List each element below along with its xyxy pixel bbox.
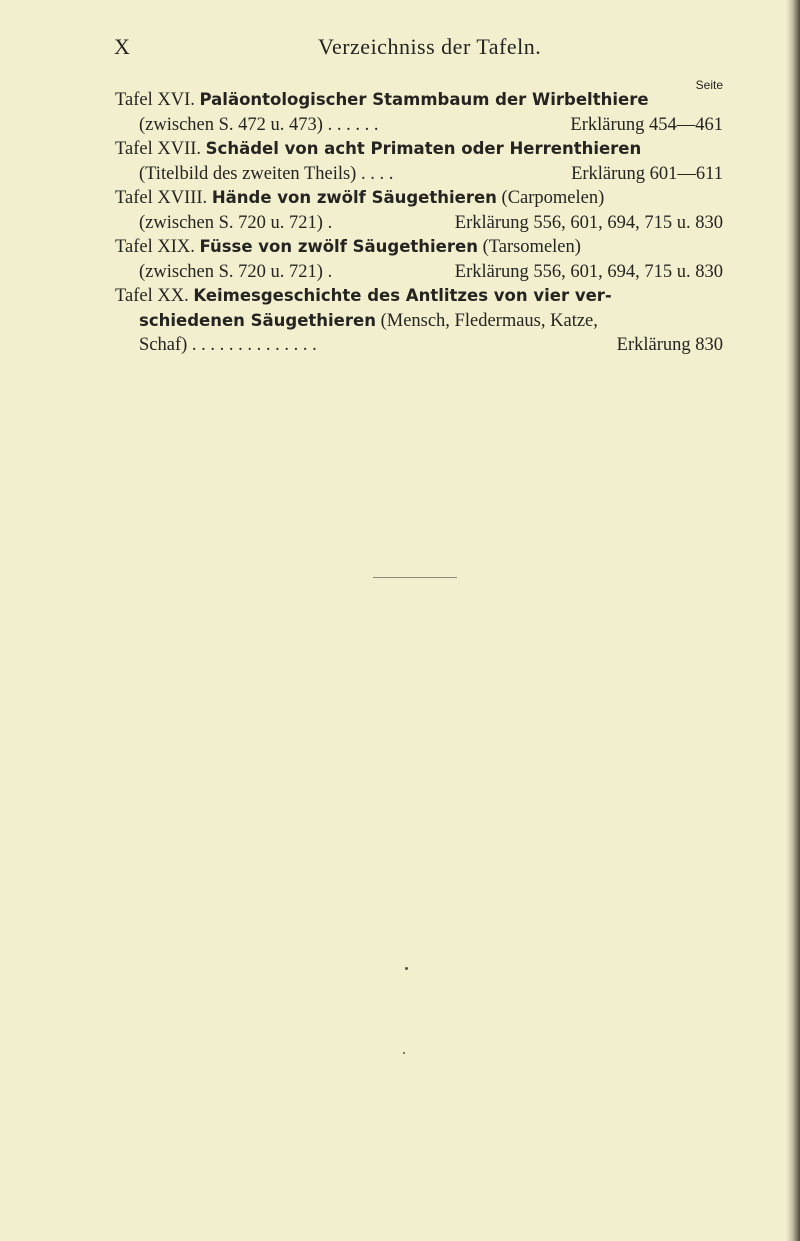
section-divider: [373, 577, 457, 578]
plate-pages: Erklärung 601—611: [571, 163, 723, 184]
entry-xx-title-line-2: [115, 309, 723, 334]
running-head: [0, 34, 800, 64]
entry-xix-title-line: [115, 235, 723, 260]
plate-subtitle: (Tarsomelen): [482, 237, 581, 257]
tafel-label: Tafel XIX.: [115, 237, 195, 257]
plate-pages: Erklärung 454—461: [570, 114, 723, 135]
plate-location: (zwischen S. 720 u. 721) .: [139, 212, 333, 233]
plate-location: (Titelbild des zweiten Theils) . . . .: [139, 163, 394, 184]
plate-title: Keimesgeschichte des Antlitzes von vier ver-: [193, 286, 612, 305]
paper-speck: [403, 1052, 405, 1054]
seite-label: Seite: [695, 78, 723, 92]
entry-xvii-title-line: [115, 137, 723, 162]
plate-pages: Erklärung 556, 601, 694, 715 u. 830: [454, 261, 723, 282]
entry-xviii-detail-line: [115, 211, 723, 236]
plate-pages: Erklärung 556, 601, 694, 715 u. 830: [454, 212, 723, 233]
plate-list: [115, 88, 723, 358]
plate-title: Hände von zwölf Säugethieren: [211, 188, 497, 207]
plate-title: Schädel von acht Primaten oder Herrenthieren: [205, 139, 642, 158]
entry-xx-title-line: [115, 284, 723, 309]
running-head-title: Verzeichniss der Tafeln.: [318, 34, 542, 59]
tafel-label: Tafel XX.: [115, 286, 189, 306]
plate-location: Schaf) . . . . . . . . . . . . . .: [139, 335, 317, 355]
plate-location: (zwischen S. 720 u. 721) .: [139, 261, 333, 282]
plate-subtitle: (Carpomelen): [501, 188, 605, 208]
plate-title: Paläontologischer Stammbaum der Wirbelthiere: [199, 90, 649, 109]
paper-speck: [405, 967, 408, 970]
entry-xvi-title-line: [115, 88, 723, 113]
plate-subtitle: (Mensch, Fledermaus, Katze,: [380, 310, 598, 331]
entry-xx-detail-line: [115, 333, 723, 358]
plate-title: Füsse von zwölf Säugethieren: [199, 237, 478, 256]
entry-xix-detail-line: [115, 260, 723, 285]
tafel-label: Tafel XVII.: [115, 139, 202, 159]
plate-pages: Erklärung 830: [616, 335, 723, 355]
plate-title-continued: schiedenen Säugethieren: [139, 310, 376, 330]
entry-xvii-detail-line: [115, 162, 723, 187]
tafel-label: Tafel XVIII.: [115, 188, 208, 208]
page-number-roman: X: [114, 34, 131, 59]
tafel-label: Tafel XVI.: [115, 90, 195, 110]
page-edge-shadow: [786, 0, 800, 1241]
entry-xviii-title-line: [115, 186, 723, 211]
entry-xvi-detail-line: [115, 113, 723, 138]
plate-location: (zwischen S. 472 u. 473) . . . . . .: [139, 114, 379, 135]
